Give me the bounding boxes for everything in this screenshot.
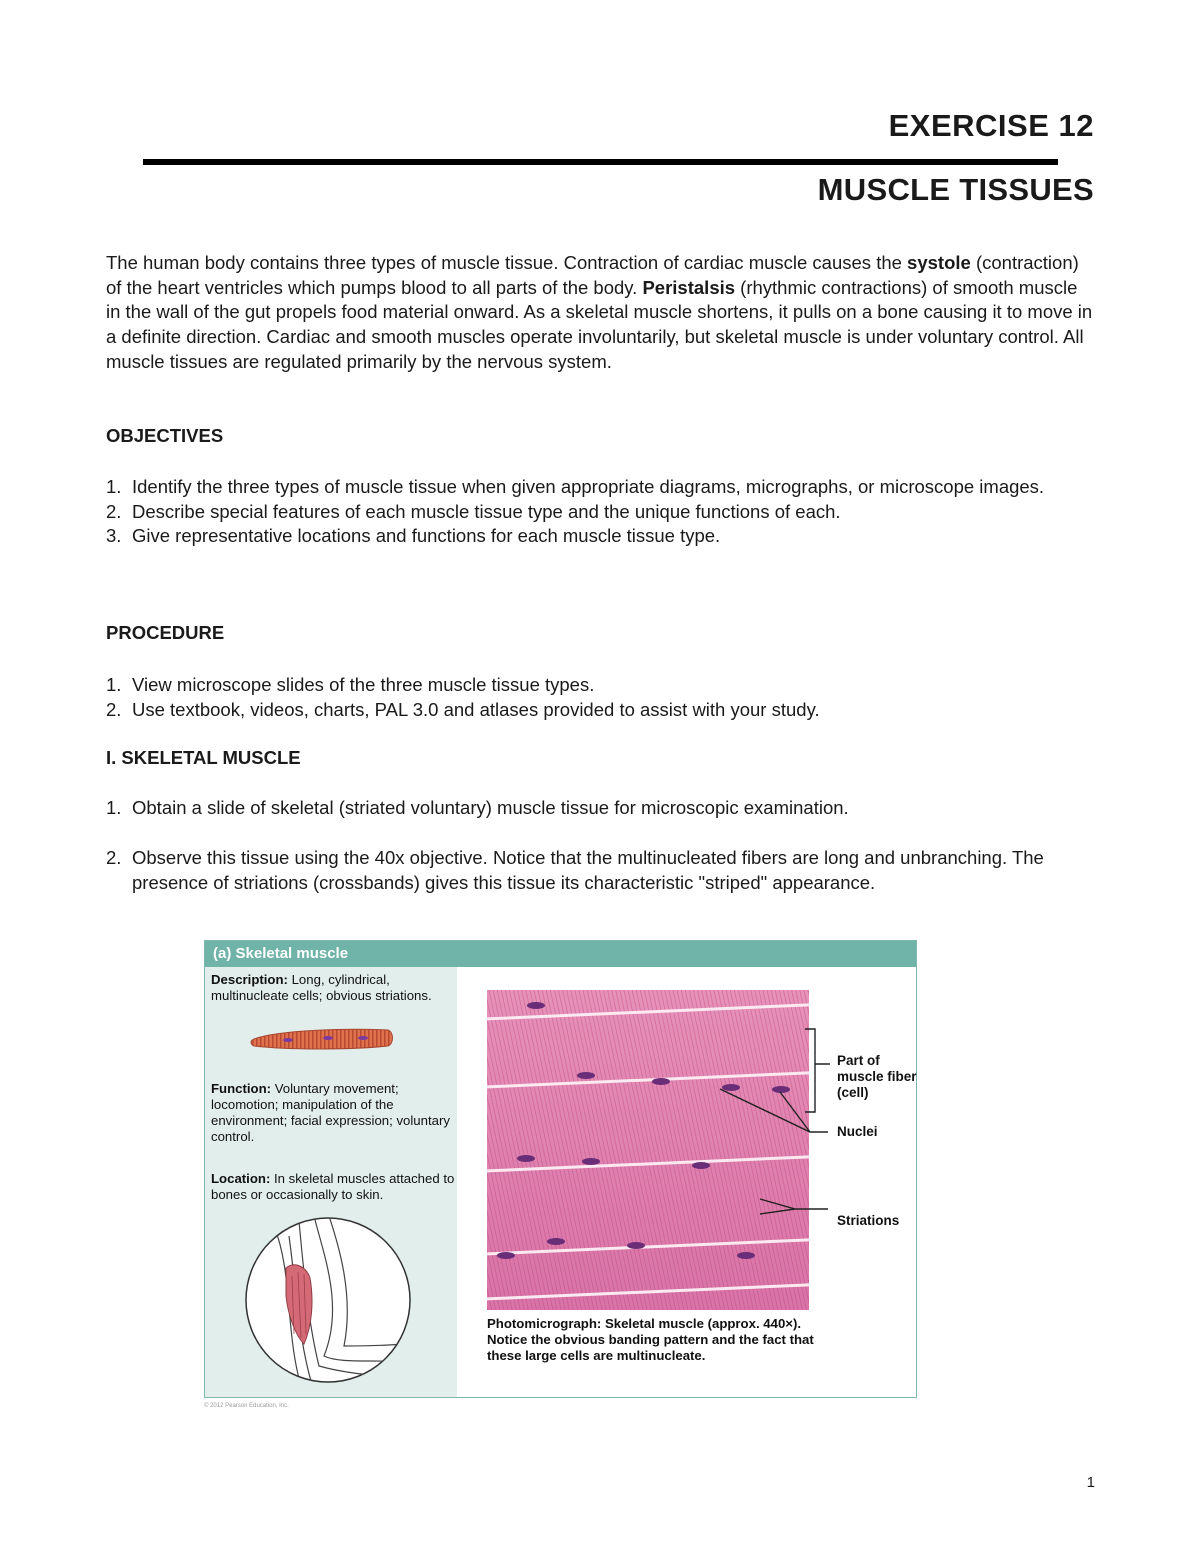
list-number: 1. <box>106 674 122 695</box>
figure-description <box>211 972 451 1004</box>
figure-title: (a) Skeletal muscle <box>205 941 916 967</box>
caption-label: Photomicrograph: <box>487 1316 602 1331</box>
objectives-list <box>106 475 1096 549</box>
list-item <box>106 796 1096 821</box>
list-text: Identify the three types of muscle tissue when given appropriate diagrams, micrographs, or microscope images. <box>132 476 1045 497</box>
list-text: View microscope slides of the three muscle tissue types. <box>132 674 595 695</box>
location-text: In skeletal muscles attached to bones or occasionally to skin. <box>211 1171 455 1202</box>
skeletal-step-2 <box>106 846 1096 895</box>
list-text: Give representative locations and functions for each muscle tissue type. <box>132 525 721 547</box>
list-text: Use textbook, videos, charts, PAL 3.0 and atlases provided to assist with your study. <box>132 698 820 720</box>
list-item <box>106 475 1096 500</box>
muscle-fiber-illustration <box>248 1022 394 1056</box>
procedure-heading: PROCEDURE <box>106 622 225 643</box>
figure-copyright: © 2012 Pearson Education, Inc. <box>204 1403 289 1409</box>
skeletal-heading: I. SKELETAL MUSCLE <box>106 747 301 768</box>
list-item <box>106 698 1096 723</box>
intro-text-3: (rhythmic contractions) of smooth muscle in the wall of the gut propels food material onward. As a skeletal muscle shortens, it pulls on a bone causing it to move in a definite direction. Cardiac and smooth muscles operate involuntarily, but skeletal muscle is under voluntary control. All muscle tissues are regulated primarily by the nervous system. <box>106 276 1093 372</box>
term-peristalsis: Peristalsis <box>642 276 736 298</box>
list-item <box>106 846 1096 895</box>
intro-paragraph <box>106 251 1096 375</box>
objectives-heading: OBJECTIVES <box>106 425 224 446</box>
intro-text-1: The human body contains three types of muscle tissue. Contraction of cardiac muscle causes the <box>106 252 908 273</box>
list-number: 2. <box>106 500 122 522</box>
figure-leader-lines <box>700 1024 840 1234</box>
list-item <box>106 524 1096 549</box>
page-title: MUSCLE TISSUES <box>817 172 1094 207</box>
location-label: Location: <box>211 1171 271 1186</box>
header-rule <box>143 159 1058 165</box>
list-number: 2. <box>106 698 122 720</box>
arm-illustration <box>244 1216 412 1384</box>
intro-text-2: (contraction) of the heart ventricles which pumps blood to all parts of the body. <box>106 252 1079 298</box>
list-text: Describe special features of each muscle tissue type and the unique functions of each. <box>132 500 841 522</box>
figure-function <box>211 1081 451 1145</box>
description-text: Long, cylindrical, multinucleate cells; obvious striations. <box>211 972 432 1003</box>
list-number: 1. <box>106 476 122 497</box>
skeletal-step-1 <box>106 796 1096 821</box>
exercise-number: EXERCISE 12 <box>888 108 1094 143</box>
label-striations: Striations <box>837 1213 900 1228</box>
function-label: Function: <box>211 1081 272 1096</box>
figure-caption <box>487 1316 817 1364</box>
procedure-list <box>106 673 1096 722</box>
label-muscle-fiber: Part of muscle fiber (cell) <box>837 1053 917 1100</box>
function-text: Voluntary movement; locomotion; manipulation of the environment; facial expression; voluntary control. <box>211 1081 450 1144</box>
list-text: Obtain a slide of skeletal (striated voluntary) muscle tissue for microscopic examination. <box>132 797 849 818</box>
description-label: Description: <box>211 972 288 987</box>
list-number: 2. <box>106 847 122 868</box>
term-systole: systole <box>907 252 971 273</box>
label-nuclei: Nuclei <box>837 1124 878 1139</box>
list-item <box>106 673 1096 698</box>
list-text: Observe this tissue using the 40x objective. Notice that the multinucleated fibers are long and unbranching. The presence of striations (crossbands) gives this tissue its characteristic "striped" appearance. <box>132 847 1044 893</box>
list-item <box>106 500 1096 525</box>
list-number: 1. <box>106 797 122 818</box>
list-number: 3. <box>106 525 122 547</box>
caption-text: Skeletal muscle (approx. 440×). Notice the obvious banding pattern and the fact that these large cells are multinucleate. <box>487 1316 814 1363</box>
page-number: 1 <box>1086 1474 1095 1491</box>
figure-location <box>211 1171 456 1203</box>
